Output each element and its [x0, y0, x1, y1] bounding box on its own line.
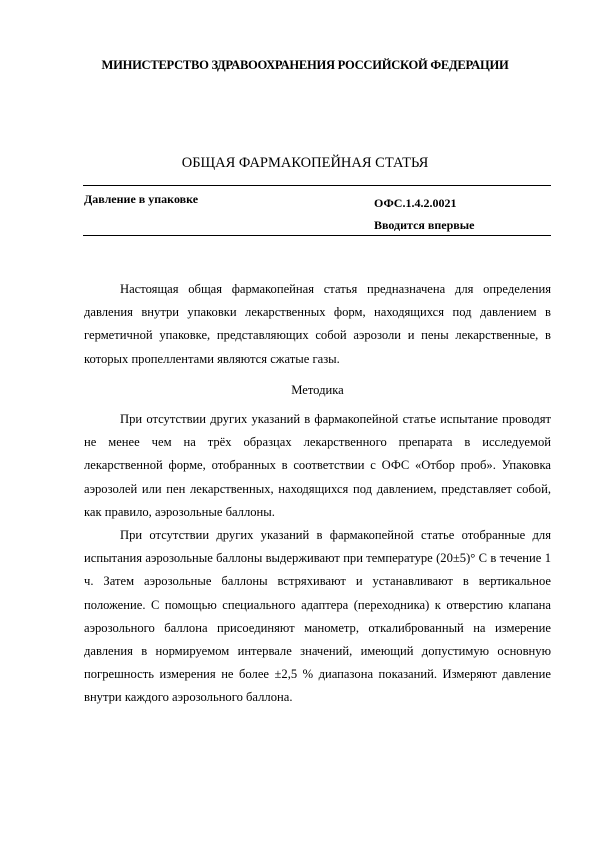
top-divider — [83, 185, 551, 186]
bottom-divider — [83, 235, 551, 236]
method-section — [84, 408, 551, 710]
method-heading: Методика — [291, 383, 344, 397]
intro-paragraph: Настоящая общая фармакопейная статья предназначена для определения давления внутри упаковки лекарственных форм, находящихся под давлением в герметичной упаковке, представляющих собой аэрозоли и пены лекарственные, в которых пропеллентами являются сжатые газы. — [84, 282, 551, 366]
article-name: Давление в упаковке — [84, 192, 199, 206]
method-paragraph-1: При отсутствии других указаний в фармакопейной статье испытание проводят не менее чем на трёх образцах лекарственного препарата в исследуемой лекарственной форме, отобранных в соответствии с ОФС «Отбор проб». Упаковка аэрозолей или пен лекарственных, находящихся под давлением, представляет собой, как правило, аэрозольные баллоны. — [84, 412, 551, 519]
document-title: ОБЩАЯ ФАРМАКОПЕЙНАЯ СТАТЬЯ — [181, 155, 429, 171]
ministry-heading: МИНИСТЕРСТВО ЗДРАВООХРАНЕНИЯ РОССИЙСКОЙ ФЕДЕРАЦИИ — [101, 58, 509, 72]
intro-section — [84, 278, 551, 371]
method-paragraph-2: При отсутствии других указаний в фармакопейной статье отобранные для испытания аэрозольные баллоны выдерживают при температуре (20±5)° С в течение 1 ч. Затем аэрозольные баллоны встряхивают и устанавливают в вертикальное положение. С помощью специального адаптера (переходника) к отверстию клапана аэрозольного баллона присоединяют манометр, откалиброванный на измерение давления в нормируемом интервале значений, имеющий допустимую основную погрешность измерения не более ±2,5 % диапазона показаний. Измеряют давление внутри каждого аэрозольного баллона. — [84, 528, 551, 705]
article-meta — [374, 192, 474, 236]
article-code: ОФС.1.4.2.0021 — [374, 196, 457, 210]
article-status: Вводится впервые — [374, 218, 475, 232]
